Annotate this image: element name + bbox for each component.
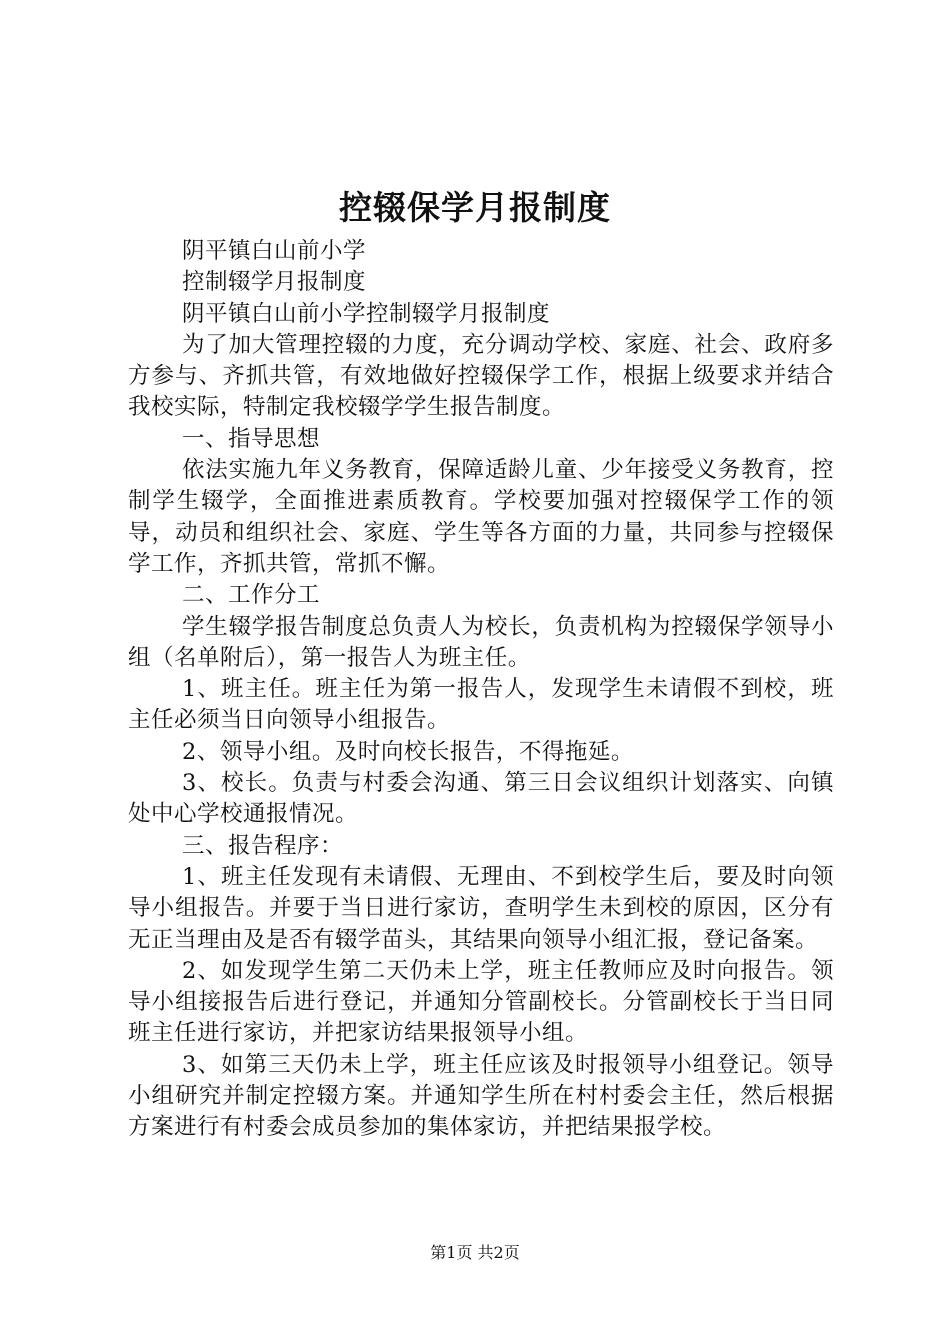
paragraph-intro: 为了加大管理控辍的力度，充分调动学校、家庭、社会、政府多方参与、齐抓共管，有效地做好控辍保学工作，根据上级要求并结合我校实际，特制定我校辍学学生报告制度。	[128, 331, 834, 421]
paragraph-procedure-item-3: 3、如第三天仍未上学，班主任应该及时报领导小组登记。领导小组研究并制定控辍方案。并通知学生所在村村委会主任，然后根据方案进行有村委会成员参加的集体家访，并把结果报学校。	[128, 1051, 834, 1141]
document-body	[128, 236, 834, 1144]
paragraph-division-item-3: 3、校长。负责与村委会沟通、第三日会议组织计划落实、向镇处中心学校通报情况。	[128, 770, 834, 828]
paragraph-division-item-2: 2、领导小组。及时向校长报告，不得拖延。	[182, 738, 634, 765]
paragraph-procedure-item-1: 1、班主任发现有未请假、无理由、不到校学生后，要及时向领导小组报告。并要于当日进行家访，查明学生未到校的原因，区分有无正当理由及是否有辍学苗头，其结果向领导小组汇报，登记备案。	[128, 863, 834, 953]
page-number-footer: 第1页 共2页	[430, 1243, 520, 1262]
paragraph-procedure-item-2: 2、如发现学生第二天仍未上学，班主任教师应及时向报告。领导小组接报告后进行登记，并通知分管副校长。分管副校长于当日同班主任进行家访，并把家访结果报领导小组。	[128, 957, 834, 1047]
section-heading-1: 一、指导思想	[182, 425, 321, 452]
section-heading-3: 三、报告程序：	[182, 832, 344, 859]
paragraph-division-intro: 学生辍学报告制度总负责人为校长，负责机构为控辍保学领导小组（名单附后），第一报告人为班主任。	[128, 613, 834, 671]
section-heading-2: 二、工作分工	[182, 582, 321, 609]
paragraph-guiding-thought: 依法实施九年义务教育，保障适龄儿童、少年接受义务教育，控制学生辍学，全面推进素质教育。学校要加强对控辍保学工作的领导，动员和组织社会、家庭、学生等各方面的力量，共同参与控辍保学工作，齐抓共管，常抓不懈。	[128, 457, 834, 577]
paragraph-division-item-1: 1、班主任。班主任为第一报告人，发现学生未请假不到校，班主任必须当日向领导小组报告。	[128, 676, 834, 734]
document-title: 控辍保学月报制度	[339, 188, 611, 227]
paragraph-school-name: 阴平镇白山前小学	[182, 238, 367, 264]
paragraph-full-title: 阴平镇白山前小学控制辍学月报制度	[182, 300, 551, 327]
paragraph-subtitle: 控制辍学月报制度	[182, 269, 367, 296]
